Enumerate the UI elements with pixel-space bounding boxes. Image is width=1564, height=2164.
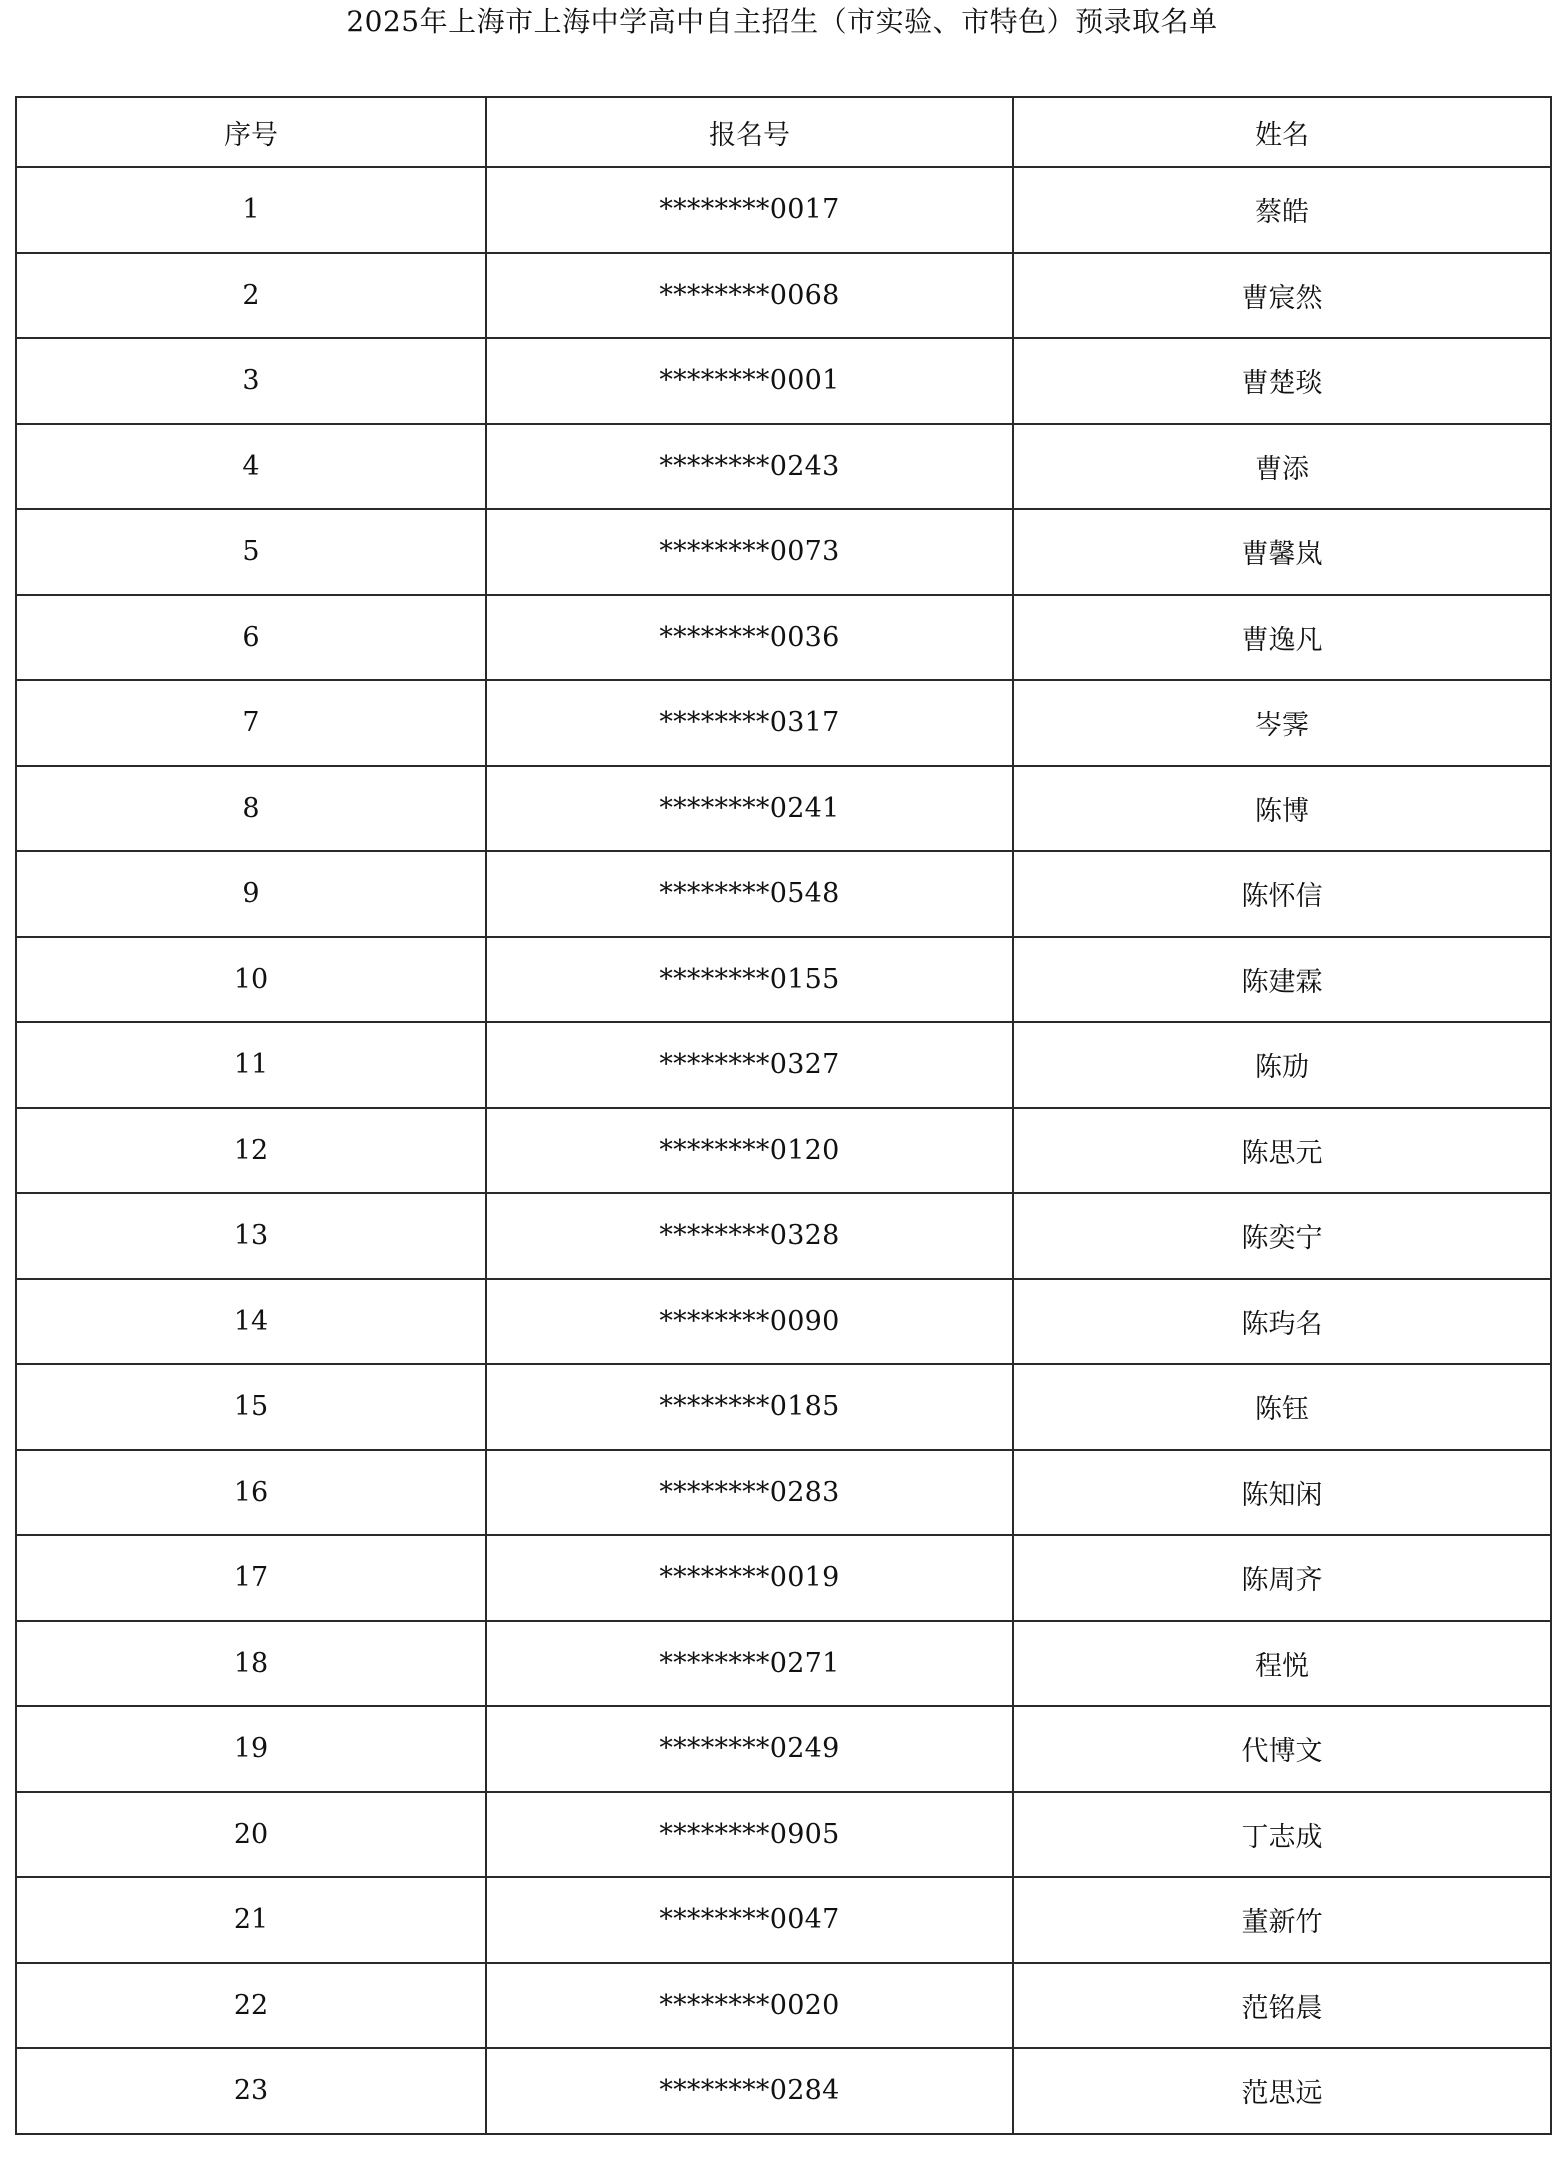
table-row — [16, 424, 1551, 510]
cell-name: 曹楚琰 — [1013, 338, 1551, 424]
table-row — [16, 1963, 1551, 2049]
cell-seq: 22 — [16, 1963, 486, 2049]
cell-name: 范思远 — [1013, 2048, 1551, 2134]
cell-reg-no: ********0036 — [486, 595, 1013, 681]
cell-seq: 9 — [16, 851, 486, 937]
column-header-reg-no: 报名号 — [486, 97, 1013, 167]
cell-name: 陈知闲 — [1013, 1450, 1551, 1536]
cell-reg-no: ********0120 — [486, 1108, 1013, 1194]
cell-name: 董新竹 — [1013, 1877, 1551, 1963]
table-row — [16, 253, 1551, 339]
cell-reg-no: ********0241 — [486, 766, 1013, 852]
cell-seq: 20 — [16, 1792, 486, 1878]
table-row — [16, 937, 1551, 1023]
cell-seq: 7 — [16, 680, 486, 766]
cell-reg-no: ********0068 — [486, 253, 1013, 339]
cell-seq: 4 — [16, 424, 486, 510]
cell-reg-no: ********0090 — [486, 1279, 1013, 1365]
table-row — [16, 2048, 1551, 2134]
cell-reg-no: ********0047 — [486, 1877, 1013, 1963]
cell-name: 陈怀信 — [1013, 851, 1551, 937]
column-header-seq: 序号 — [16, 97, 486, 167]
table-body — [16, 167, 1551, 2134]
table-row — [16, 1706, 1551, 1792]
table-row — [16, 1450, 1551, 1536]
cell-name: 曹宸然 — [1013, 253, 1551, 339]
cell-seq: 12 — [16, 1108, 486, 1194]
cell-seq: 21 — [16, 1877, 486, 1963]
table-row — [16, 595, 1551, 681]
cell-name: 陈博 — [1013, 766, 1551, 852]
table-row — [16, 1535, 1551, 1621]
cell-reg-no: ********0283 — [486, 1450, 1013, 1536]
cell-reg-no: ********0249 — [486, 1706, 1013, 1792]
table-row — [16, 509, 1551, 595]
cell-seq: 2 — [16, 253, 486, 339]
cell-reg-no: ********0073 — [486, 509, 1013, 595]
cell-name: 代博文 — [1013, 1706, 1551, 1792]
cell-seq: 17 — [16, 1535, 486, 1621]
cell-reg-no: ********0317 — [486, 680, 1013, 766]
table-row — [16, 766, 1551, 852]
cell-name: 丁志成 — [1013, 1792, 1551, 1878]
table-row — [16, 1279, 1551, 1365]
cell-name: 曹添 — [1013, 424, 1551, 510]
table-row — [16, 680, 1551, 766]
cell-name: 陈周齐 — [1013, 1535, 1551, 1621]
cell-seq: 10 — [16, 937, 486, 1023]
cell-seq: 1 — [16, 167, 486, 253]
cell-reg-no: ********0328 — [486, 1193, 1013, 1279]
cell-seq: 23 — [16, 2048, 486, 2134]
cell-reg-no: ********0548 — [486, 851, 1013, 937]
cell-reg-no: ********0001 — [486, 338, 1013, 424]
cell-seq: 3 — [16, 338, 486, 424]
cell-reg-no: ********0271 — [486, 1621, 1013, 1707]
cell-seq: 14 — [16, 1279, 486, 1365]
table-row — [16, 1877, 1551, 1963]
page-title: 2025年上海市上海中学高中自主招生（市实验、市特色）预录取名单 — [346, 5, 1218, 38]
cell-name: 陈劢 — [1013, 1022, 1551, 1108]
cell-reg-no: ********0017 — [486, 167, 1013, 253]
table-header-row — [16, 97, 1551, 167]
cell-seq: 16 — [16, 1450, 486, 1536]
cell-seq: 8 — [16, 766, 486, 852]
cell-seq: 5 — [16, 509, 486, 595]
cell-name: 陈奕宁 — [1013, 1193, 1551, 1279]
table-row — [16, 1193, 1551, 1279]
cell-name: 范铭晨 — [1013, 1963, 1551, 2049]
cell-name: 蔡皓 — [1013, 167, 1551, 253]
table-row — [16, 338, 1551, 424]
cell-reg-no: ********0284 — [486, 2048, 1013, 2134]
table-row — [16, 1364, 1551, 1450]
admission-list-table — [15, 96, 1552, 2135]
column-header-name: 姓名 — [1013, 97, 1551, 167]
cell-reg-no: ********0155 — [486, 937, 1013, 1023]
table-row — [16, 1792, 1551, 1878]
cell-seq: 19 — [16, 1706, 486, 1792]
table-row — [16, 1108, 1551, 1194]
cell-seq: 13 — [16, 1193, 486, 1279]
cell-seq: 18 — [16, 1621, 486, 1707]
cell-name: 程悦 — [1013, 1621, 1551, 1707]
cell-reg-no: ********0019 — [486, 1535, 1013, 1621]
cell-reg-no: ********0905 — [486, 1792, 1013, 1878]
cell-name: 陈思元 — [1013, 1108, 1551, 1194]
table-row — [16, 1022, 1551, 1108]
cell-seq: 6 — [16, 595, 486, 681]
cell-name: 曹逸凡 — [1013, 595, 1551, 681]
cell-name: 岑霁 — [1013, 680, 1551, 766]
table-row — [16, 851, 1551, 937]
cell-reg-no: ********0327 — [486, 1022, 1013, 1108]
cell-name: 陈建霖 — [1013, 937, 1551, 1023]
cell-name: 陈钰 — [1013, 1364, 1551, 1450]
cell-reg-no: ********0243 — [486, 424, 1013, 510]
table-row — [16, 1621, 1551, 1707]
cell-reg-no: ********0020 — [486, 1963, 1013, 2049]
table-row — [16, 167, 1551, 253]
cell-reg-no: ********0185 — [486, 1364, 1013, 1450]
cell-name: 曹馨岚 — [1013, 509, 1551, 595]
cell-seq: 11 — [16, 1022, 486, 1108]
cell-name: 陈玙名 — [1013, 1279, 1551, 1365]
cell-seq: 15 — [16, 1364, 486, 1450]
